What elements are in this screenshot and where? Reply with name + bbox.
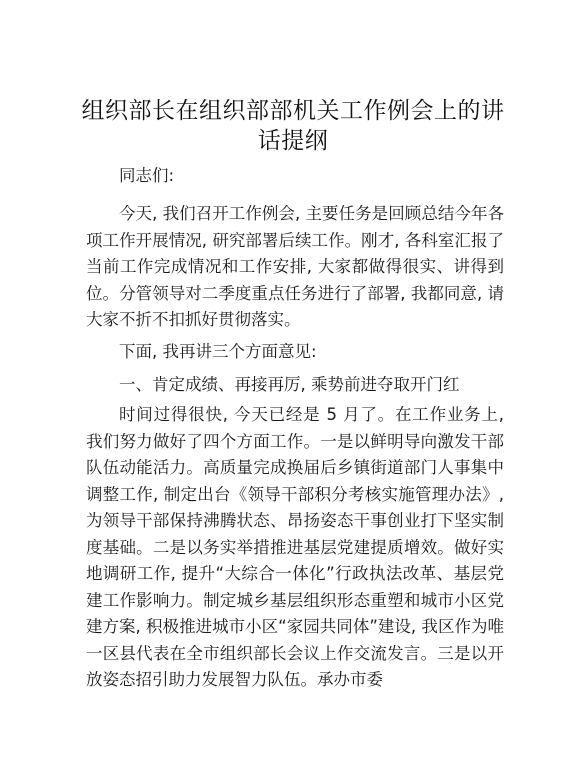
paragraph-opening: 今天, 我们召开工作例会, 主要任务是回顾总结今年各项工作开展情况, 研究部署后续工作。刚才, 各科室汇报了当前工作完成情况和工作安排, 大家都做得很实、讲得到位。分管领导对二季度重点任务进行了部署, 我都同意, 请大家不折不扣抓好贯彻落实。 (86, 204, 504, 329)
document-title: 组织部长在组织部部机关工作例会上的讲话提纲 (81, 98, 505, 154)
salutation: 同志们: (119, 166, 175, 185)
section-heading: 一、肯定成绩、再接再厉, 乘势前进夺取开门红 (119, 375, 460, 394)
paragraph-transition: 下面, 我再讲三个方面意见: (119, 342, 317, 361)
paragraph-section-one: 时间过得很快, 今天已经是 5 月了。在工作业务上, 我们努力做好了四个方面工作。一是以鲜明导向激发干部队伍动能活力。高质量完成换届后乡镇街道部门人事集中调整工作, 制定出台《领导干部积分考核实施管理办法》, 为领导干部保持沸腾状态、昂扬姿态干事创业打下坚实制度基础。二是以务实举措推进基层党建提质增效。做好实地调研工作, 提升“大综合一体化”行政执法改革、基层党建工作影响力。制定城乡基层组织形态重塑和城市小区党建方案, 积极推进城市小区“家园共同体”建设, 我区作为唯一区县代表在全市组织部长会议上作交流发言。三是以开放姿态招引助力发展智力队伍。承办市委 (86, 405, 504, 689)
